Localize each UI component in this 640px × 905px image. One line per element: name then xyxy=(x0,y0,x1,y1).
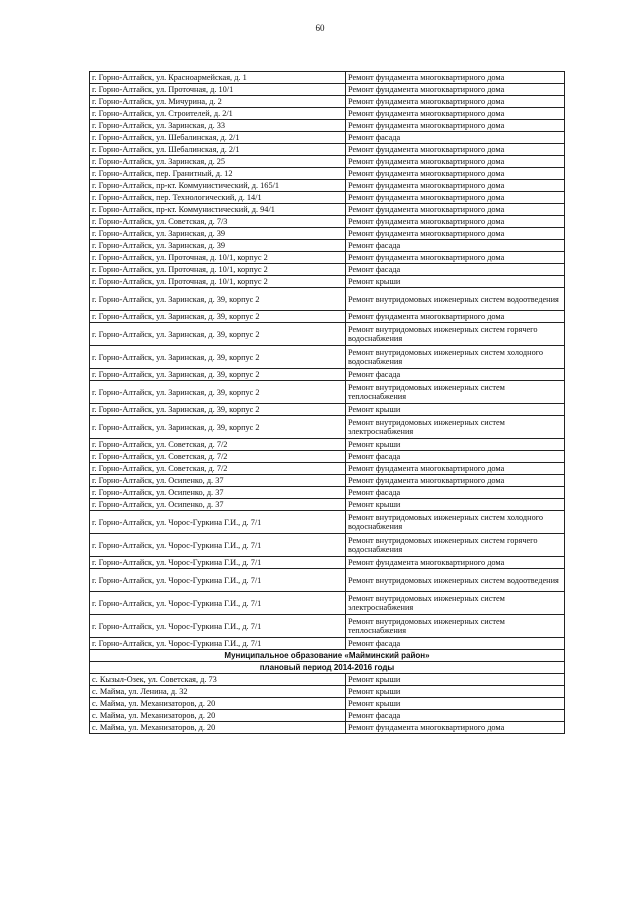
table-row xyxy=(90,451,565,463)
table-row xyxy=(90,638,565,650)
table-row xyxy=(90,511,565,534)
work-type-cell: Ремонт внутридомовых инженерных систем электроснабжения xyxy=(346,416,565,439)
table-row xyxy=(90,120,565,132)
work-type-cell: Ремонт фундамента многоквартирного дома xyxy=(346,463,565,475)
table-row xyxy=(90,534,565,557)
table-row xyxy=(90,252,565,264)
table-row xyxy=(90,240,565,252)
work-type-cell: Ремонт фундамента многоквартирного дома xyxy=(346,228,565,240)
table-row xyxy=(90,84,565,96)
table-row xyxy=(90,439,565,451)
address-cell: г. Горно-Алтайск, ул. Шебалинская, д. 2/1 xyxy=(90,132,346,144)
address-cell: г. Горно-Алтайск, ул. Мичурина, д. 2 xyxy=(90,96,346,108)
work-type-cell: Ремонт крыши xyxy=(346,276,565,288)
address-cell: г. Горно-Алтайск, ул. Заринская, д. 39, корпус 2 xyxy=(90,346,346,369)
address-cell: с. Майма, ул. Механизаторов, д. 20 xyxy=(90,710,346,722)
work-type-cell: Ремонт фундамента многоквартирного дома xyxy=(346,216,565,228)
work-type-cell: Ремонт фасада xyxy=(346,264,565,276)
table-row xyxy=(90,192,565,204)
work-type-cell: Ремонт фундамента многоквартирного дома xyxy=(346,252,565,264)
address-cell: г. Горно-Алтайск, ул. Заринская, д. 39, корпус 2 xyxy=(90,288,346,311)
work-type-cell: Ремонт фундамента многоквартирного дома xyxy=(346,72,565,84)
work-type-cell: Ремонт фундамента многоквартирного дома xyxy=(346,204,565,216)
address-cell: с. Майма, ул. Механизаторов, д. 20 xyxy=(90,698,346,710)
work-type-cell: Ремонт фундамента многоквартирного дома xyxy=(346,84,565,96)
address-cell: г. Горно-Алтайск, ул. Проточная, д. 10/1, корпус 2 xyxy=(90,264,346,276)
work-type-cell: Ремонт крыши xyxy=(346,698,565,710)
work-type-cell: Ремонт внутридомовых инженерных систем водоотведения xyxy=(346,288,565,311)
work-type-cell: Ремонт крыши xyxy=(346,674,565,686)
table-row xyxy=(90,156,565,168)
table-row xyxy=(90,288,565,311)
table-row xyxy=(90,381,565,404)
work-type-cell: Ремонт фасада xyxy=(346,487,565,499)
table-row xyxy=(90,276,565,288)
work-type-cell: Ремонт фасада xyxy=(346,710,565,722)
table-row xyxy=(90,323,565,346)
table-row xyxy=(90,264,565,276)
work-type-cell: Ремонт крыши xyxy=(346,686,565,698)
table-row xyxy=(90,168,565,180)
section-row xyxy=(90,650,565,662)
page-number: 60 xyxy=(315,23,325,33)
repair-table xyxy=(89,71,565,734)
table-row xyxy=(90,369,565,381)
work-type-cell: Ремонт фундамента многоквартирного дома xyxy=(346,96,565,108)
address-cell: г. Горно-Алтайск, пер. Технологический, д. 14/1 xyxy=(90,192,346,204)
address-cell: г. Горно-Алтайск, ул. Чорос-Гуркина Г.И., д. 7/1 xyxy=(90,511,346,534)
work-type-cell: Ремонт фундамента многоквартирного дома xyxy=(346,120,565,132)
address-cell: г. Горно-Алтайск, ул. Осипенко, д. 37 xyxy=(90,499,346,511)
table-row xyxy=(90,72,565,84)
section-heading: плановый период 2014-2016 годы xyxy=(90,662,565,674)
address-cell: г. Горно-Алтайск, ул. Заринская, д. 39, корпус 2 xyxy=(90,416,346,439)
address-cell: с. Кызыл-Озек, ул. Советская, д. 73 xyxy=(90,674,346,686)
address-cell: г. Горно-Алтайск, ул. Шебалинская, д. 2/1 xyxy=(90,144,346,156)
address-cell: г. Горно-Алтайск, ул. Заринская, д. 39, корпус 2 xyxy=(90,404,346,416)
table-row xyxy=(90,108,565,120)
address-cell: г. Горно-Алтайск, ул. Красноармейская, д. 1 xyxy=(90,72,346,84)
work-type-cell: Ремонт крыши xyxy=(346,404,565,416)
table-row xyxy=(90,96,565,108)
work-type-cell: Ремонт фасада xyxy=(346,240,565,252)
table-row xyxy=(90,592,565,615)
address-cell: г. Горно-Алтайск, ул. Советская, д. 7/2 xyxy=(90,439,346,451)
work-type-cell: Ремонт крыши xyxy=(346,439,565,451)
address-cell: г. Горно-Алтайск, ул. Осипенко, д. 37 xyxy=(90,487,346,499)
address-cell: г. Горно-Алтайск, ул. Советская, д. 7/3 xyxy=(90,216,346,228)
work-type-cell: Ремонт фасада xyxy=(346,451,565,463)
table-row xyxy=(90,404,565,416)
table-row xyxy=(90,499,565,511)
work-type-cell: Ремонт внутридомовых инженерных систем водоотведения xyxy=(346,569,565,592)
address-cell: г. Горно-Алтайск, ул. Советская, д. 7/2 xyxy=(90,451,346,463)
address-cell: г. Горно-Алтайск, ул. Чорос-Гуркина Г.И., д. 7/1 xyxy=(90,615,346,638)
address-cell: г. Горно-Алтайск, ул. Чорос-Гуркина Г.И., д. 7/1 xyxy=(90,638,346,650)
section-heading: Муниципальное образование «Майминский район» xyxy=(90,650,565,662)
address-cell: с. Майма, ул. Ленина, д. 32 xyxy=(90,686,346,698)
work-type-cell: Ремонт фундамента многоквартирного дома xyxy=(346,168,565,180)
repair-table-body xyxy=(90,72,565,734)
work-type-cell: Ремонт фундамента многоквартирного дома xyxy=(346,192,565,204)
work-type-cell: Ремонт фасада xyxy=(346,369,565,381)
table-row xyxy=(90,487,565,499)
table-row xyxy=(90,710,565,722)
address-cell: г. Горно-Алтайск, ул. Заринская, д. 33 xyxy=(90,120,346,132)
table-row xyxy=(90,722,565,734)
address-cell: г. Горно-Алтайск, ул. Чорос-Гуркина Г.И., д. 7/1 xyxy=(90,569,346,592)
section-row xyxy=(90,662,565,674)
work-type-cell: Ремонт фундамента многоквартирного дома xyxy=(346,475,565,487)
address-cell: г. Горно-Алтайск, ул. Заринская, д. 39, корпус 2 xyxy=(90,323,346,346)
table-row xyxy=(90,557,565,569)
table-row xyxy=(90,346,565,369)
address-cell: г. Горно-Алтайск, пр-кт. Коммунистический, д. 165/1 xyxy=(90,180,346,192)
address-cell: г. Горно-Алтайск, ул. Проточная, д. 10/1 xyxy=(90,84,346,96)
address-cell: г. Горно-Алтайск, пер. Гранитный, д. 12 xyxy=(90,168,346,180)
work-type-cell: Ремонт фундамента многоквартирного дома xyxy=(346,180,565,192)
address-cell: с. Майма, ул. Механизаторов, д. 20 xyxy=(90,722,346,734)
work-type-cell: Ремонт внутридомовых инженерных систем горячего водоснабжения xyxy=(346,323,565,346)
table-row xyxy=(90,311,565,323)
table-row xyxy=(90,144,565,156)
address-cell: г. Горно-Алтайск, ул. Заринская, д. 39, корпус 2 xyxy=(90,311,346,323)
work-type-cell: Ремонт фасада xyxy=(346,638,565,650)
table-row xyxy=(90,132,565,144)
address-cell: г. Горно-Алтайск, ул. Осипенко, д. 37 xyxy=(90,475,346,487)
table-row xyxy=(90,416,565,439)
address-cell: г. Горно-Алтайск, ул. Заринская, д. 39 xyxy=(90,240,346,252)
table-row xyxy=(90,216,565,228)
table-row xyxy=(90,180,565,192)
work-type-cell: Ремонт крыши xyxy=(346,499,565,511)
address-cell: г. Горно-Алтайск, ул. Заринская, д. 39, корпус 2 xyxy=(90,381,346,404)
address-cell: г. Горно-Алтайск, ул. Проточная, д. 10/1, корпус 2 xyxy=(90,276,346,288)
work-type-cell: Ремонт фундамента многоквартирного дома xyxy=(346,557,565,569)
address-cell: г. Горно-Алтайск, ул. Советская, д. 7/2 xyxy=(90,463,346,475)
address-cell: г. Горно-Алтайск, ул. Проточная, д. 10/1, корпус 2 xyxy=(90,252,346,264)
table-row xyxy=(90,698,565,710)
address-cell: г. Горно-Алтайск, ул. Строителей, д. 2/1 xyxy=(90,108,346,120)
work-type-cell: Ремонт внутридомовых инженерных систем теплоснабжения xyxy=(346,615,565,638)
address-cell: г. Горно-Алтайск, ул. Заринская, д. 25 xyxy=(90,156,346,168)
table-row xyxy=(90,569,565,592)
table-row xyxy=(90,686,565,698)
address-cell: г. Горно-Алтайск, ул. Чорос-Гуркина Г.И., д. 7/1 xyxy=(90,557,346,569)
table-row xyxy=(90,204,565,216)
table-row xyxy=(90,674,565,686)
work-type-cell: Ремонт внутридомовых инженерных систем горячего водоснабжения xyxy=(346,534,565,557)
work-type-cell: Ремонт фундамента многоквартирного дома xyxy=(346,156,565,168)
address-cell: г. Горно-Алтайск, пр-кт. Коммунистический, д. 94/1 xyxy=(90,204,346,216)
table-row xyxy=(90,475,565,487)
address-cell: г. Горно-Алтайск, ул. Чорос-Гуркина Г.И., д. 7/1 xyxy=(90,592,346,615)
table-row xyxy=(90,615,565,638)
work-type-cell: Ремонт внутридомовых инженерных систем электроснабжения xyxy=(346,592,565,615)
table-row xyxy=(90,228,565,240)
work-type-cell: Ремонт фундамента многоквартирного дома xyxy=(346,311,565,323)
work-type-cell: Ремонт внутридомовых инженерных систем холодного водоснабжения xyxy=(346,346,565,369)
work-type-cell: Ремонт фундамента многоквартирного дома xyxy=(346,722,565,734)
work-type-cell: Ремонт внутридомовых инженерных систем холодного водоснабжения xyxy=(346,511,565,534)
table-row xyxy=(90,463,565,475)
work-type-cell: Ремонт внутридомовых инженерных систем теплоснабжения xyxy=(346,381,565,404)
address-cell: г. Горно-Алтайск, ул. Заринская, д. 39, корпус 2 xyxy=(90,369,346,381)
address-cell: г. Горно-Алтайск, ул. Заринская, д. 39 xyxy=(90,228,346,240)
work-type-cell: Ремонт фундамента многоквартирного дома xyxy=(346,108,565,120)
address-cell: г. Горно-Алтайск, ул. Чорос-Гуркина Г.И., д. 7/1 xyxy=(90,534,346,557)
work-type-cell: Ремонт фундамента многоквартирного дома xyxy=(346,144,565,156)
work-type-cell: Ремонт фасада xyxy=(346,132,565,144)
